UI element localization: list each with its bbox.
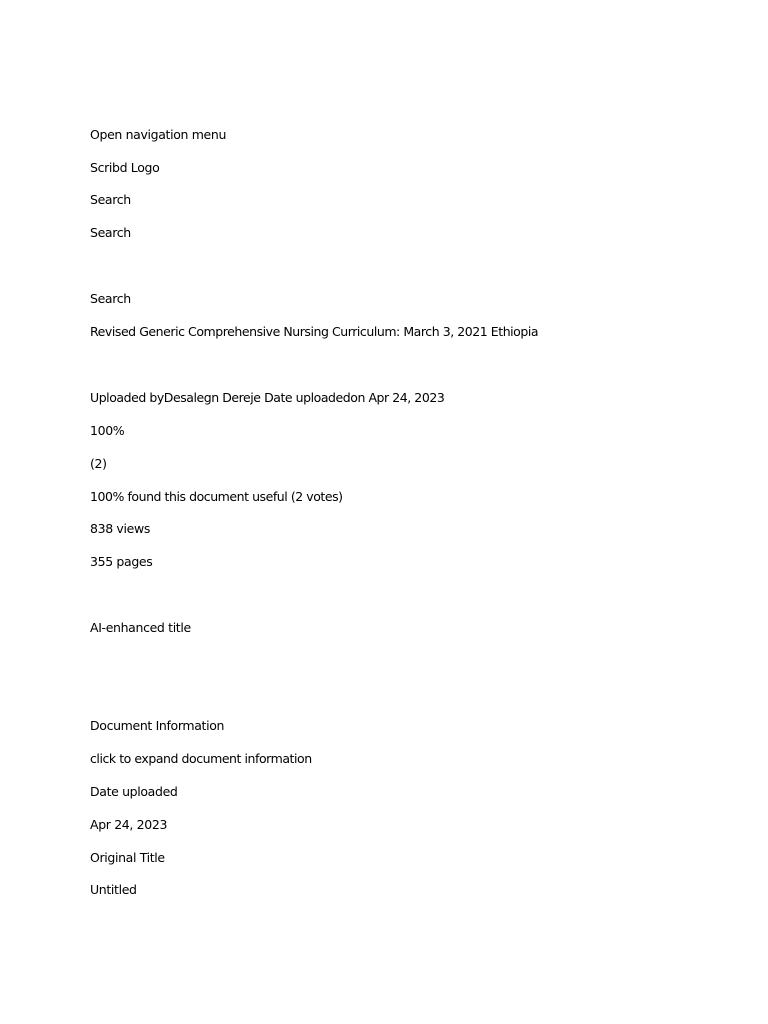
search-submit-button[interactable]: Search — [90, 291, 131, 306]
expand-document-information-button[interactable]: click to expand document information — [90, 751, 312, 766]
rating-votes: (2) — [90, 456, 107, 471]
original-title-value: Untitled — [90, 882, 137, 897]
rating-percent: 100% — [90, 423, 125, 438]
search-button[interactable]: Search — [90, 225, 131, 240]
uploaded-by-info: Uploaded byDesalegn Dereje Date uploadedon Apr 24, 2023 — [90, 390, 445, 405]
useful-rating-text: 100% found this document useful (2 votes) — [90, 489, 343, 504]
document-information-heading: Document Information — [90, 718, 225, 733]
document-title: Revised Generic Comprehensive Nursing Curriculum: March 3, 2021 Ethiopia — [90, 324, 539, 339]
views-count: 838 views — [90, 521, 150, 536]
ai-enhanced-title-label: AI-enhanced title — [90, 620, 191, 635]
date-uploaded-value: Apr 24, 2023 — [90, 817, 168, 832]
search-label: Search — [90, 192, 131, 207]
pages-count: 355 pages — [90, 554, 153, 569]
open-navigation-menu-button[interactable]: Open navigation menu — [90, 127, 227, 142]
original-title-label: Original Title — [90, 850, 165, 865]
scribd-logo[interactable]: Scribd Logo — [90, 160, 160, 175]
date-uploaded-label: Date uploaded — [90, 784, 178, 799]
